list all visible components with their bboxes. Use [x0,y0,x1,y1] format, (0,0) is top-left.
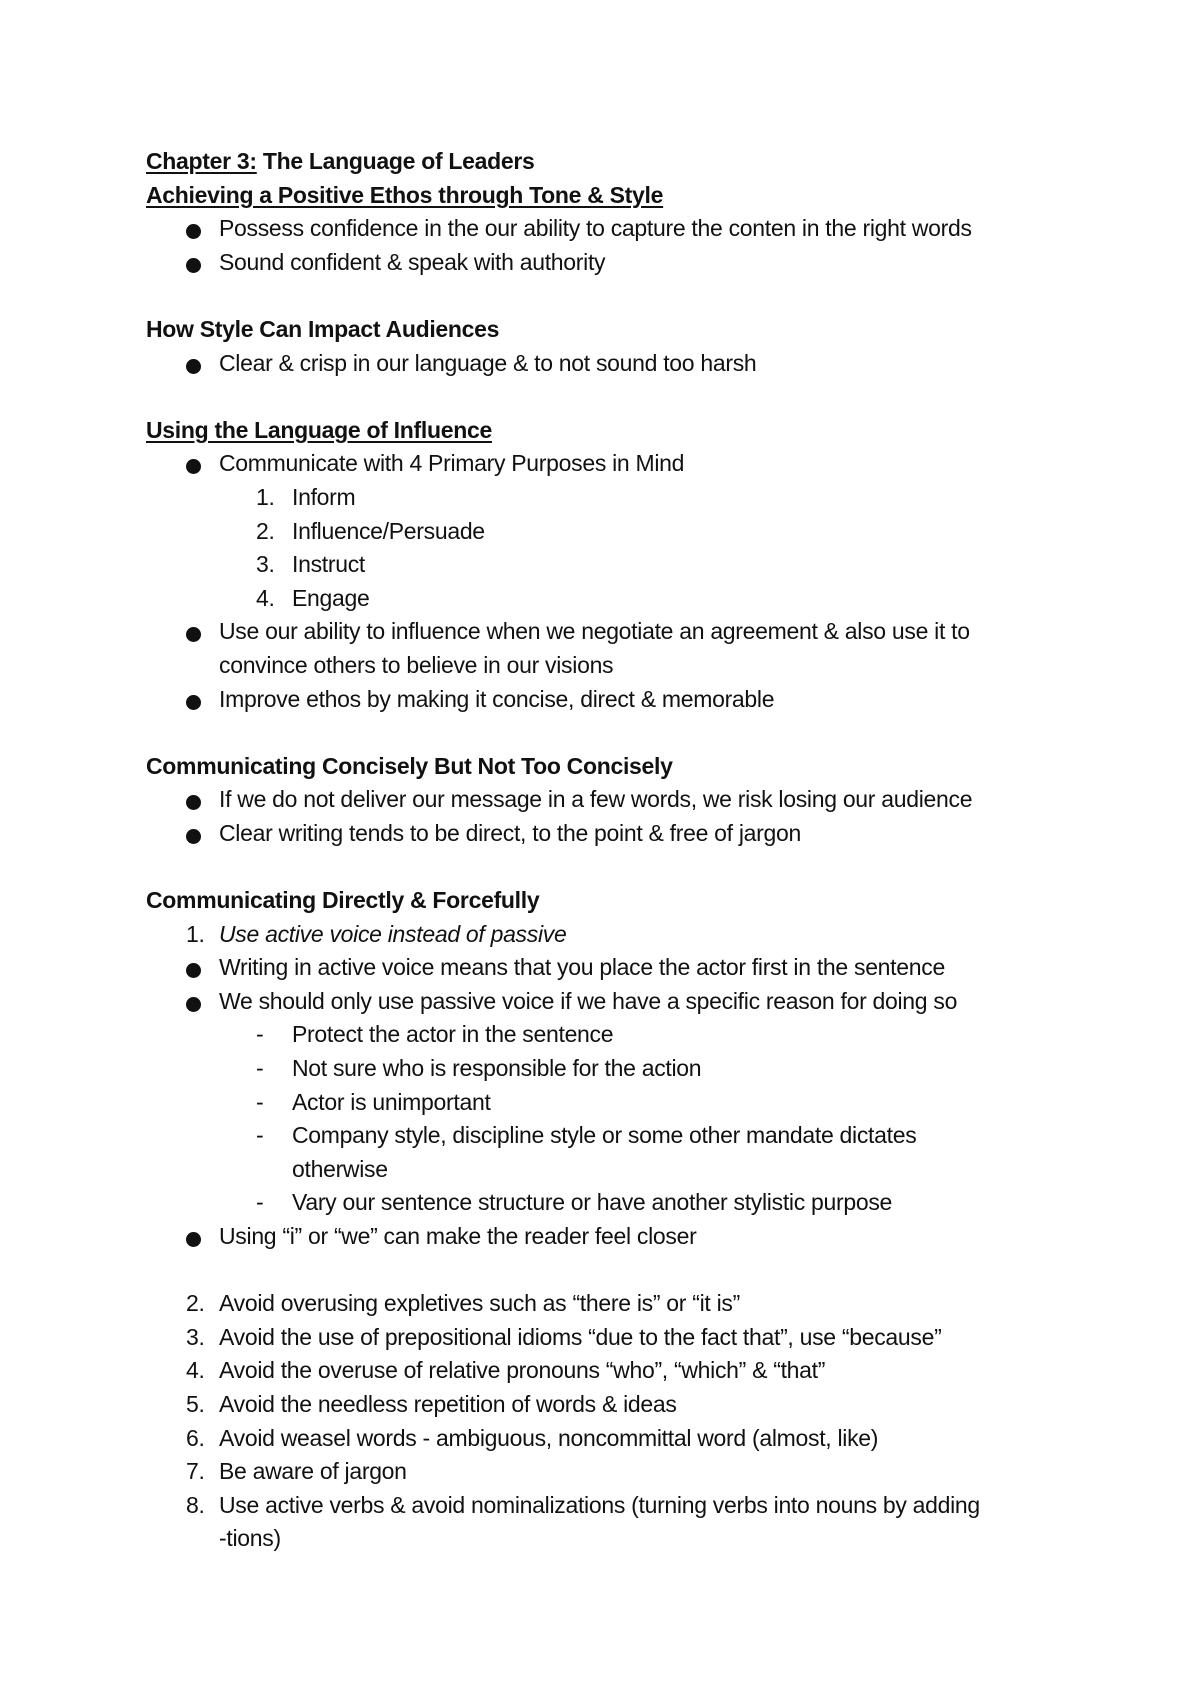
document-body [146,145,1066,1556]
item-number: 7. [186,1458,205,1485]
bullet-item [146,951,1066,985]
dash-marker: - [256,1055,264,1082]
item-text: Avoid the needless repetition of words & ideas [219,1390,677,1417]
chapter-name: The Language of Leaders [256,148,535,174]
bullet-dot-icon [186,1232,201,1247]
chapter-label: Chapter 3: [146,148,257,174]
bullet-text: If we do not deliver our message in a few words, we risk losing our audience [219,786,973,813]
bullet-item [146,817,1066,851]
numbered-item [146,918,1066,952]
numbered-item [146,1422,1066,1456]
item-number: 2. [186,1290,205,1317]
section-heading: Achieving a Positive Ethos through Tone & Style [146,181,664,208]
bullet-item [146,615,1066,649]
numbered-item [146,548,1066,582]
item-text: Be aware of jargon [219,1458,407,1485]
dash-text: Company style, discipline style or some other mandate dictates [292,1122,917,1149]
dash-item [146,1186,1066,1220]
item-number: 4. [186,1357,205,1384]
spacer [146,1254,1066,1288]
dash-item [146,1052,1066,1086]
section-heading: Communicating Directly & Forcefully [146,887,540,914]
dash-marker: - [256,1088,264,1115]
dash-item [146,1086,1066,1120]
item-number: 1. [186,920,205,947]
dash-text: Protect the actor in the sentence [292,1021,614,1048]
bullet-item [146,246,1066,280]
bullet-item [146,347,1066,381]
item-text: Use active voice instead of passive [219,920,567,947]
numbered-item [146,1455,1066,1489]
bullet-dot-icon [186,695,201,710]
bullet-dot-icon [186,963,201,978]
bullet-text: Improve ethos by making it concise, direct & memorable [219,685,775,712]
numbered-item [146,1354,1066,1388]
item-number: 3. [256,551,275,578]
bullet-text: Writing in active voice means that you place the actor first in the sentence [219,954,945,981]
spacer [146,850,1066,884]
bullet-dot-icon [186,627,201,642]
item-text: Avoid overusing expletives such as “there is” or “it is” [219,1290,740,1317]
bullet-dot-icon [186,224,201,239]
item-number: 4. [256,584,275,611]
numbered-item [146,515,1066,549]
numbered-item [146,1321,1066,1355]
bullet-dot-icon [186,258,201,273]
section-heading: Using the Language of Influence [146,416,492,443]
dash-marker: - [256,1189,264,1216]
bullet-dot-icon [186,997,201,1012]
numbered-item [146,1388,1066,1422]
bullet-item [146,447,1066,481]
bullet-dot-icon [186,795,201,810]
bullet-text: We should only use passive voice if we have a specific reason for doing so [219,987,958,1014]
item-text: Avoid the use of prepositional idioms “due to the fact that”, use “because” [219,1323,942,1350]
bullet-item [146,1220,1066,1254]
item-text: Avoid the overuse of relative pronouns “who”, “which” & “that” [219,1357,826,1384]
dash-continuation: otherwise [292,1155,388,1182]
item-text: Engage [292,584,370,611]
item-number: 8. [186,1491,205,1518]
spacer [146,279,1066,313]
chapter-title [146,145,1066,179]
dash-text: Not sure who is responsible for the action [292,1055,702,1082]
item-number: 3. [186,1323,205,1350]
section-heading: Communicating Concisely But Not Too Concisely [146,752,673,779]
spacer [146,380,1066,414]
dash-marker: - [256,1122,264,1149]
item-text: Instruct [292,551,366,578]
numbered-item [146,1489,1066,1523]
bullet-text: Communicate with 4 Primary Purposes in Mind [219,450,685,477]
item-text: Inform [292,483,356,510]
dash-marker: - [256,1021,264,1048]
item-continuation: -tions) [219,1525,281,1552]
spacer [146,716,1066,750]
item-text: Influence/Persuade [292,517,485,544]
item-number: 6. [186,1424,205,1451]
bullet-text: Sound confident & speak with authority [219,248,606,275]
bullet-text: Possess confidence in the our ability to capture the conten in the right words [219,215,972,242]
item-number: 2. [256,517,275,544]
item-text: Use active verbs & avoid nominalizations (turning verbs into nouns by adding [219,1491,980,1518]
item-number: 1. [256,483,275,510]
bullet-item [146,783,1066,817]
bullet-item [146,212,1066,246]
bullet-text: Use our ability to influence when we negotiate an agreement & also use it to [219,618,970,645]
item-text: Avoid weasel words - ambiguous, noncommittal word (almost, like) [219,1424,879,1451]
dash-text: Vary our sentence structure or have another stylistic purpose [292,1189,893,1216]
bullet-item [146,683,1066,717]
numbered-item [146,481,1066,515]
bullet-dot-icon [186,459,201,474]
dash-item [146,1018,1066,1052]
bullet-continuation: convince others to believe in our visions [219,651,614,678]
bullet-text: Clear writing tends to be direct, to the point & free of jargon [219,819,801,846]
bullet-item [146,985,1066,1019]
section-heading: How Style Can Impact Audiences [146,315,500,342]
item-number: 5. [186,1390,205,1417]
bullet-dot-icon [186,829,201,844]
dash-item [146,1119,1066,1153]
bullet-text: Using “i” or “we” can make the reader feel closer [219,1223,697,1249]
dash-text: Actor is unimportant [292,1088,491,1115]
numbered-item [146,582,1066,616]
bullet-text: Clear & crisp in our language & to not sound too harsh [219,349,757,376]
bullet-dot-icon [186,359,201,374]
numbered-item [146,1287,1066,1321]
